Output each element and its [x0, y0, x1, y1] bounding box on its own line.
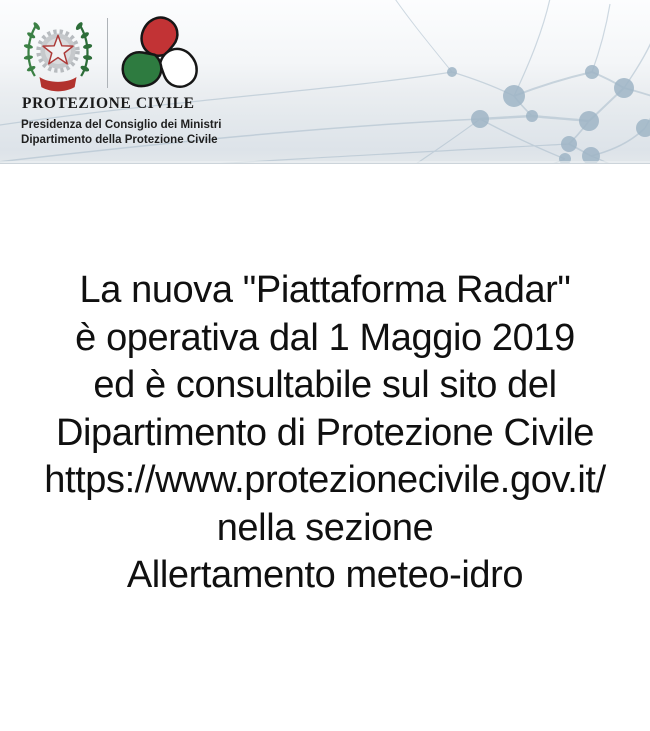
- protezione-civile-logo-icon: [120, 10, 200, 94]
- announcement-line-1: La nuova "Piattaforma Radar": [79, 269, 571, 311]
- announcement-line-4: Dipartimento di Protezione Civile: [55, 411, 595, 454]
- brand-title: PROTEZIONE CIVILE: [22, 95, 195, 112]
- brand-logos: [21, 0, 650, 94]
- italy-emblem-icon: [21, 10, 95, 94]
- logo-divider: [107, 18, 108, 88]
- brand-subtitle-2: Dipartimento della Protezione Civile: [21, 132, 218, 147]
- site-header: [0, 0, 650, 164]
- announcement-block: [0, 267, 650, 600]
- announcement-line-7: Allertamento meteo-idro: [126, 554, 524, 596]
- announcement-line-3: ed è consultabile sul sito del: [93, 364, 557, 406]
- announcement-line-2: è operativa dal 1 Maggio 2019: [75, 316, 575, 359]
- platform-url-link[interactable]: https://www.protezionecivile.gov.it/: [44, 459, 606, 501]
- announcement-line-6: nella sezione: [216, 506, 434, 549]
- brand-subtitle-1: Presidenza del Consiglio dei Ministri: [21, 117, 222, 132]
- brand-block: [0, 0, 650, 147]
